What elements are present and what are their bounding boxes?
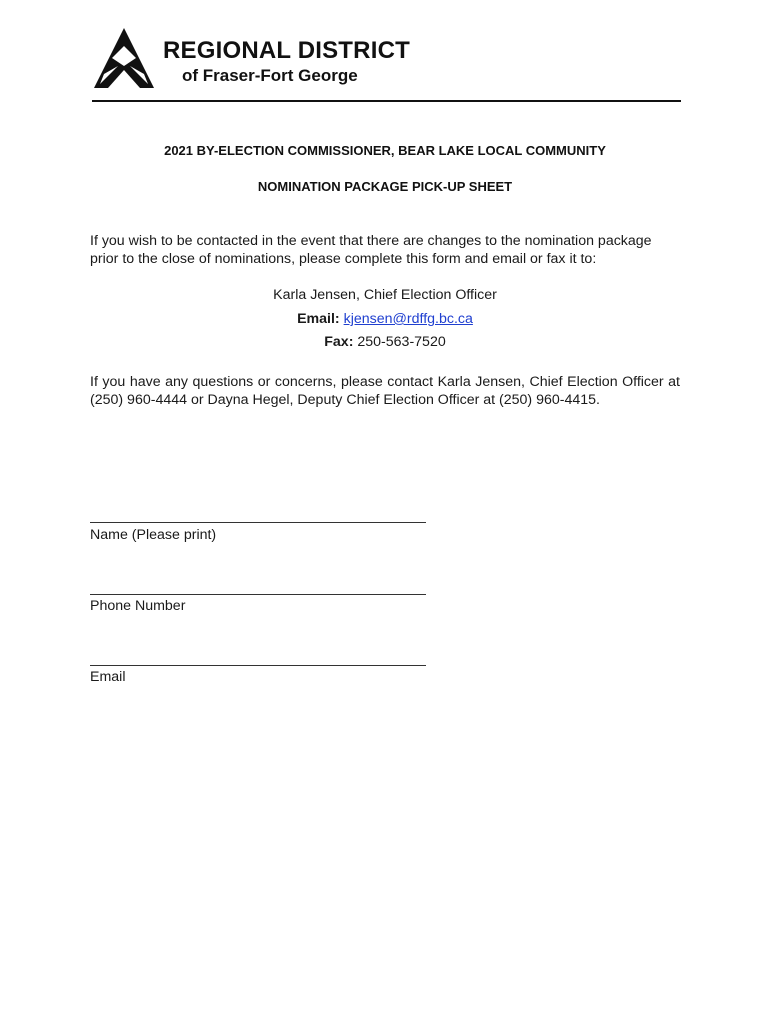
questions-paragraph: If you have any questions or concerns, please contact Karla Jensen, Chief Election Officer at (250) 960-4444 or Dayna Hegel, Deputy Chief Election Officer at (250) 960-4415. [90,374,680,408]
name-field-label: Name (Please print) [90,527,217,543]
intro-paragraph: If you wish to be contacted in the event that there are changes to the nomination package prior to the close of nominations, please complete this form and email or fax it to: [90,233,652,267]
contact-email-line [90,309,680,329]
phone-field-label: Phone Number [90,598,186,614]
email-signature-line[interactable] [90,665,426,666]
email-label: Email: [297,311,340,327]
fax-label: Fax: [324,334,354,350]
mountain-triangle-logo-icon [90,26,158,90]
document-title: 2021 BY-ELECTION COMMISSIONER, BEAR LAKE LOCAL COMMUNITY [164,143,606,158]
email-link[interactable]: kjensen@rdffg.bc.ca [343,311,473,327]
contact-fax-line [90,332,680,352]
email-field-label: Email [90,669,126,685]
org-subtitle: of Fraser-Fort George [182,66,358,85]
contact-name: Karla Jensen, Chief Election Officer [273,287,497,303]
phone-signature-line[interactable] [90,594,426,595]
fax-number: 250-563-7520 [357,334,446,350]
name-signature-line[interactable] [90,522,426,523]
org-name: REGIONAL DISTRICT [163,37,410,64]
header-divider [92,100,681,102]
document-subtitle: NOMINATION PACKAGE PICK-UP SHEET [257,179,513,194]
